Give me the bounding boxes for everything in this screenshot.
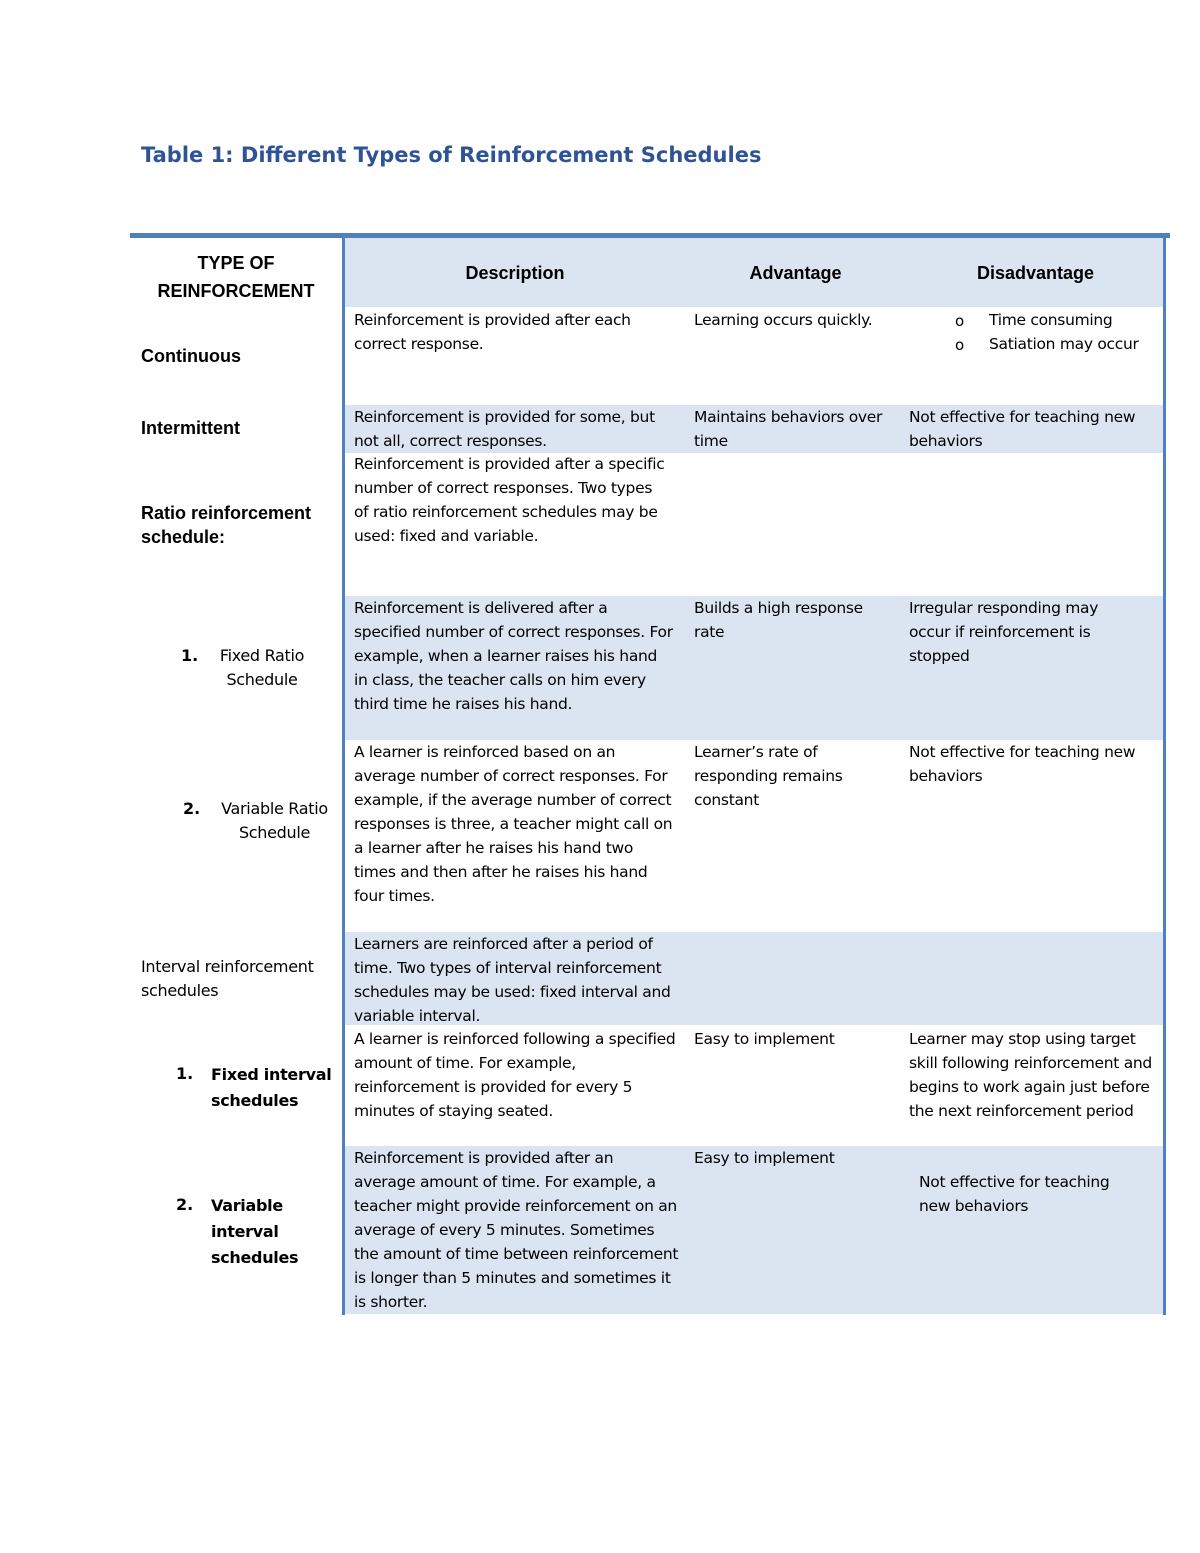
desc-fixed-ratio: Reinforcement is delivered after a specified number of correct responses. For example, when a learner raises his hand in class, the teacher calls on him every third time he raises his hand.: [354, 599, 673, 713]
type-fixed-interval: Fixed interval schedules: [211, 1065, 332, 1110]
disadv-variable-ratio: Not effective for teaching new behaviors: [909, 743, 1136, 785]
number-fixed-ratio: 1.: [181, 646, 199, 665]
header-type-line1: TYPE OF: [197, 253, 275, 273]
disadv-continuous-item-2: Satiation may occur: [989, 335, 1139, 353]
page-title: Table 1: Different Types of Reinforcement Schedules: [141, 143, 762, 167]
disadv-intermittent: Not effective for teaching new behaviors: [909, 408, 1136, 450]
table-right-border: [1163, 238, 1166, 1315]
type-ratio: Ratio reinforcement schedule:: [141, 503, 312, 547]
type-fixed-ratio: Fixed Ratio Schedule: [219, 646, 305, 689]
number-variable-ratio: 2.: [183, 799, 201, 818]
type-variable-interval: Variable interval schedules: [211, 1196, 299, 1267]
table-left-border: [342, 238, 345, 1315]
disadv-fixed-ratio: Irregular responding may occur if reinforcement is stopped: [909, 599, 1099, 665]
type-variable-ratio: Variable Ratio Schedule: [221, 799, 328, 842]
header-advantage: Advantage: [749, 263, 842, 283]
adv-fixed-interval: Easy to implement: [694, 1030, 835, 1048]
desc-continuous: Reinforcement is provided after each correct response.: [354, 311, 631, 353]
type-interval: Interval reinforcement schedules: [141, 957, 314, 1000]
type-continuous: Continuous: [141, 346, 241, 366]
desc-interval: Learners are reinforced after a period of time. Two types of interval reinforcement schedules may be used: fixed interval and variable interval.: [354, 935, 671, 1025]
desc-ratio: Reinforcement is provided after a specific number of correct responses. Two types of ratio reinforcement schedules may be used: fixed and variable.: [354, 455, 665, 545]
bullet-icon: o: [955, 336, 965, 354]
number-fixed-interval: 1.: [176, 1064, 194, 1083]
header-type-line2: REINFORCEMENT: [157, 281, 315, 301]
disadv-continuous-item-1: Time consuming: [989, 311, 1113, 329]
adv-variable-interval: Easy to implement: [694, 1149, 835, 1167]
adv-intermittent: Maintains behaviors over time: [694, 408, 883, 450]
desc-variable-interval: Reinforcement is provided after an average amount of time. For example, a teacher might provide reinforcement on an average of every 5 minutes. Sometimes the amount of time between reinforcement is longer than 5 minutes and sometimes it is shorter.: [354, 1149, 679, 1311]
disadv-fixed-interval: Learner may stop using target skill following reinforcement and begins to work again just before the next reinforcement period: [909, 1030, 1152, 1120]
type-intermittent: Intermittent: [141, 418, 240, 438]
adv-fixed-ratio: Builds a high response rate: [694, 599, 863, 641]
header-description: Description: [465, 263, 565, 283]
adv-variable-ratio: Learner’s rate of responding remains constant: [694, 743, 843, 809]
desc-variable-ratio: A learner is reinforced based on an average number of correct responses. For example, if the average number of correct responses is three, a teacher might call on a learner after he raises his hand two times and then after he raises his hand four times.: [354, 743, 673, 905]
bullet-icon: o: [955, 312, 965, 330]
desc-fixed-interval: A learner is reinforced following a specified amount of time. For example, reinforcement is provided for every 5 minutes of staying seated.: [354, 1030, 676, 1120]
adv-continuous: Learning occurs quickly.: [694, 311, 873, 329]
number-variable-interval: 2.: [176, 1195, 194, 1214]
desc-intermittent: Reinforcement is provided for some, but not all, correct responses.: [354, 408, 655, 450]
disadv-variable-interval: Not effective for teaching new behaviors: [919, 1173, 1110, 1215]
header-type: [140, 249, 332, 305]
header-disadvantage: Disadvantage: [976, 263, 1095, 283]
